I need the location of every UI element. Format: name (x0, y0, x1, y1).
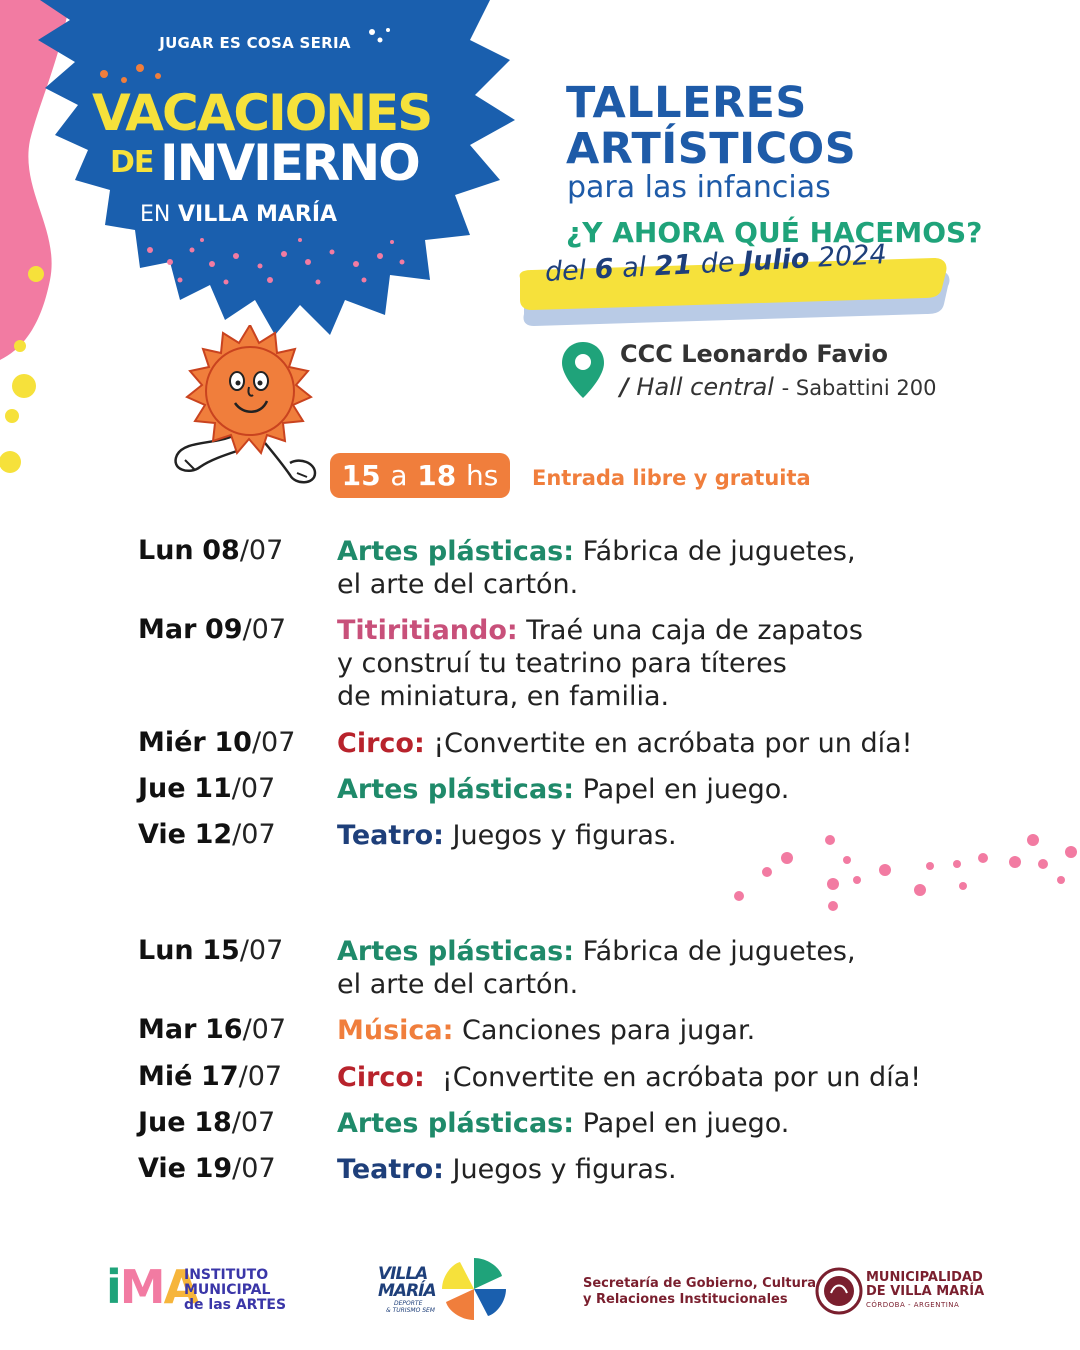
deco-dot (155, 73, 161, 79)
date-month: Julio (742, 243, 811, 278)
schedule-date: Jue 11/07 (138, 773, 276, 804)
schedule-category: Artes plásticas: (337, 774, 575, 805)
venue-hall (620, 373, 936, 401)
schedule-date: Mar 16/07 (138, 1014, 287, 1045)
badge-villa-maria: VILLA MARÍA (178, 202, 338, 227)
date-de: de (700, 247, 736, 280)
venue-address-line (782, 376, 937, 400)
sun-mascot-icon (165, 325, 340, 505)
schedule-category: Teatro: (337, 1154, 444, 1185)
schedule-description: Artes plásticas: Fábrica de juguetes, el arte del cartón. (337, 536, 856, 600)
title-infancias: para las infancias (567, 170, 831, 205)
schedule-category: Música: (337, 1015, 454, 1046)
date-start: 6 (593, 253, 615, 286)
date-del: del (544, 254, 588, 288)
municipalidad-text: MUNICIPALIDAD DE VILLA MARÍA CÓRDOBA - ARGENTINA (866, 1270, 985, 1309)
schedule-description: Circo: ¡Convertite en acróbata por un día! (337, 1062, 922, 1093)
pinwheel-logo-icon (440, 1256, 508, 1322)
title-talleres: TALLERES (566, 78, 807, 128)
badge-tagline: JUGAR ES COSA SERIA (159, 34, 351, 52)
ima-logo-text: INSTITUTO MUNICIPAL de las ARTES (184, 1267, 287, 1313)
venue-slash: / (620, 373, 629, 401)
schedule-category: Artes plásticas: (337, 536, 575, 567)
location-pin-icon (562, 342, 604, 398)
hours-unit: hs (466, 459, 499, 492)
schedule-description: Artes plásticas: Fábrica de juguetes, el arte del cartón. (337, 936, 856, 1000)
date-end: 21 (653, 249, 694, 283)
question-heading: ¿Y AHORA QUÉ HACEMOS? (566, 216, 983, 249)
badge-vacaciones: VACACIONES (92, 84, 432, 142)
venue-address: Sabattini 200 (795, 376, 937, 400)
deco-dot (136, 64, 144, 72)
confetti-dots (725, 828, 1080, 918)
date-year: 2024 (817, 239, 888, 274)
deco-dot (100, 70, 108, 78)
schedule-category: Teatro: (337, 820, 444, 851)
schedule-description: Artes plásticas: Papel en juego. (337, 1108, 790, 1139)
schedule-description: Circo: ¡Convertite en acróbata por un día! (337, 728, 913, 759)
schedule-date: Jue 18/07 (138, 1107, 276, 1138)
yellow-dot (0, 451, 21, 473)
schedule-category: Circo: (337, 1062, 425, 1093)
schedule-date: Vie 12/07 (138, 819, 276, 850)
yellow-dot (14, 340, 26, 352)
venue-dash: - (781, 376, 790, 400)
date-al: al (621, 251, 647, 284)
free-entry-label: Entrada libre y gratuita (532, 466, 811, 490)
sparkle-dot (378, 38, 383, 43)
badge-de: DE (110, 145, 154, 180)
schedule-category: Artes plásticas: (337, 1108, 575, 1139)
venue-name: CCC Leonardo Favio (620, 340, 888, 368)
badge-place (140, 202, 380, 227)
schedule-date: Vie 19/07 (138, 1153, 276, 1184)
yellow-dot (28, 266, 44, 282)
schedule-category: Circo: (337, 728, 425, 759)
schedule-date: Lun 15/07 (138, 935, 284, 966)
hours-badge (330, 453, 510, 498)
municipal-seal-icon (815, 1263, 863, 1319)
schedule-description: Música: Canciones para jugar. (337, 1015, 756, 1046)
schedule-description: Teatro: Juegos y figuras. (337, 820, 677, 851)
hours-start: 15 (341, 459, 381, 492)
badge-en: EN (140, 202, 171, 227)
schedule-description: Titiritiando: Traé una caja de zapatos y construí tu teatrino para títeres de miniatura, en familia. (337, 615, 863, 712)
pink-blob (0, 0, 70, 360)
schedule-description: Teatro: Juegos y figuras. (337, 1154, 677, 1185)
schedule-date: Lun 08/07 (138, 535, 284, 566)
schedule-date: Mar 09/07 (138, 614, 287, 645)
schedule-date: Miér 10/07 (138, 727, 296, 758)
hours-a: a (390, 459, 408, 492)
yellow-dot (5, 409, 19, 423)
villa-maria-logo-text: VILLA MARÍA DEPORTE & TURISMO SEM (378, 1264, 436, 1314)
ima-logo-mark: iMA (106, 1260, 198, 1314)
title-artisticos: ARTÍSTICOS (566, 124, 857, 174)
sparkle-dot (386, 28, 390, 32)
schedule-category: Artes plásticas: (337, 936, 575, 967)
secretaria-text: Secretaría de Gobierno, Cultura y Relaciones Institucionales (583, 1276, 817, 1307)
schedule-category: Titiritiando: (337, 615, 518, 646)
badge-invierno: INVIERNO (160, 134, 419, 192)
yellow-dot (12, 374, 36, 398)
hours-end: 18 (417, 459, 457, 492)
schedule-date: Mié 17/07 (138, 1061, 283, 1092)
venue-hall-name: Hall central (636, 373, 774, 401)
deco-dot (121, 77, 127, 83)
schedule-description: Artes plásticas: Papel en juego. (337, 774, 790, 805)
